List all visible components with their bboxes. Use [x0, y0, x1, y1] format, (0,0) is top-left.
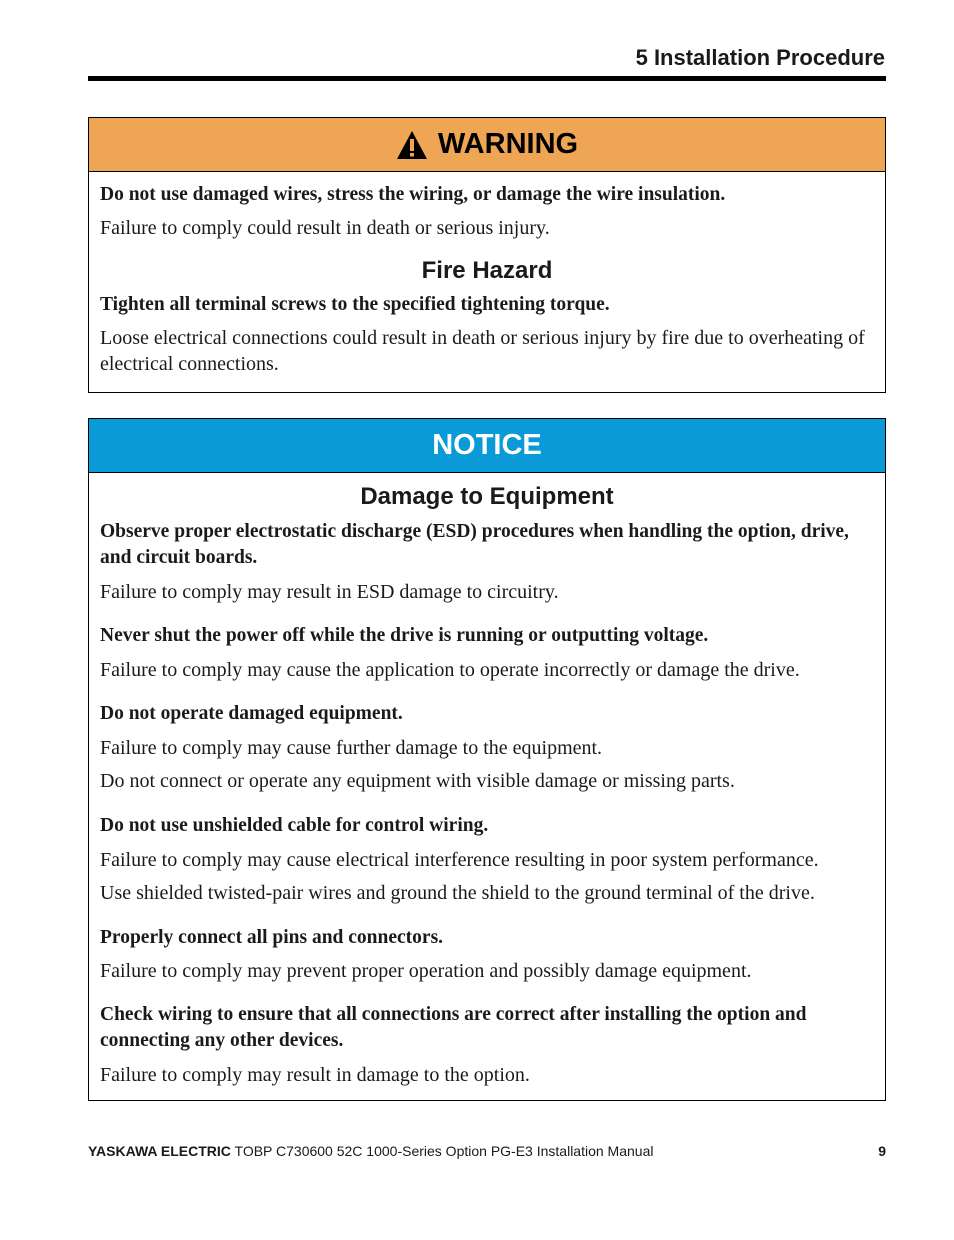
notice-item-text: Failure to comply may prevent proper operation and possibly damage equipment.: [100, 960, 752, 982]
footer-doc-info: [88, 1143, 653, 1159]
warning-heading: WARNING: [437, 128, 579, 160]
warning-header: [89, 118, 885, 172]
notice-item-bold: Check wiring to ensure that all connections are correct after installing the option and connecting any other devices.: [100, 1004, 807, 1051]
warning-triangle-icon: [396, 130, 428, 160]
notice-item-text: Use shielded twisted-pair wires and ground the shield to the ground terminal of the drive.: [100, 882, 815, 904]
header-rule: [88, 76, 886, 81]
notice-item-text: Failure to comply may result in damage to the option.: [100, 1064, 530, 1086]
fire-item-bold: Tighten all terminal screws to the specified tightening torque.: [100, 294, 610, 315]
notice-item-bold: Never shut the power off while the drive is running or outputting voltage.: [100, 625, 709, 646]
footer-brand: YASKAWA ELECTRIC: [88, 1143, 231, 1159]
notice-item-text: Failure to comply may cause the application to operate incorrectly or damage the drive.: [100, 659, 800, 681]
warning-item-bold: Do not use damaged wires, stress the wiring, or damage the wire insulation.: [100, 184, 726, 205]
fire-item-text: Loose electrical connections could result in death or serious injury by fire due to overheating of electrical connections.: [100, 327, 865, 375]
footer-doc-title: TOBP C730600 52C 1000-Series Option PG-E3 Installation Manual: [234, 1143, 654, 1159]
notice-item-text: Do not connect or operate any equipment with visible damage or missing parts.: [100, 770, 735, 792]
notice-item-text: Failure to comply may cause further damage to the equipment.: [100, 737, 603, 759]
notice-item-bold: Do not operate damaged equipment.: [100, 703, 403, 724]
section-title: 5 Installation Procedure: [635, 45, 885, 70]
page-footer: [88, 1143, 886, 1159]
notice-heading: NOTICE: [432, 429, 542, 461]
warning-box: [88, 117, 886, 393]
page-number: 9: [878, 1143, 886, 1159]
warning-item-text: Failure to comply could result in death or serious injury.: [100, 217, 550, 239]
notice-box: [88, 418, 886, 1101]
notice-header: [89, 419, 885, 473]
notice-item-bold: Properly connect all pins and connectors.: [100, 927, 444, 948]
notice-item-text: Failure to comply may cause electrical interference resulting in poor system performance.: [100, 849, 819, 871]
notice-item-bold: Do not use unshielded cable for control wiring.: [100, 815, 489, 836]
notice-item-bold: Observe proper electrostatic discharge (ESD) procedures when handling the option, drive, and circuit boards.: [100, 521, 849, 568]
fire-hazard-heading: Fire Hazard: [421, 257, 553, 284]
notice-item-text: Failure to comply may result in ESD damage to circuitry.: [100, 581, 559, 603]
damage-heading: Damage to Equipment: [360, 483, 614, 510]
